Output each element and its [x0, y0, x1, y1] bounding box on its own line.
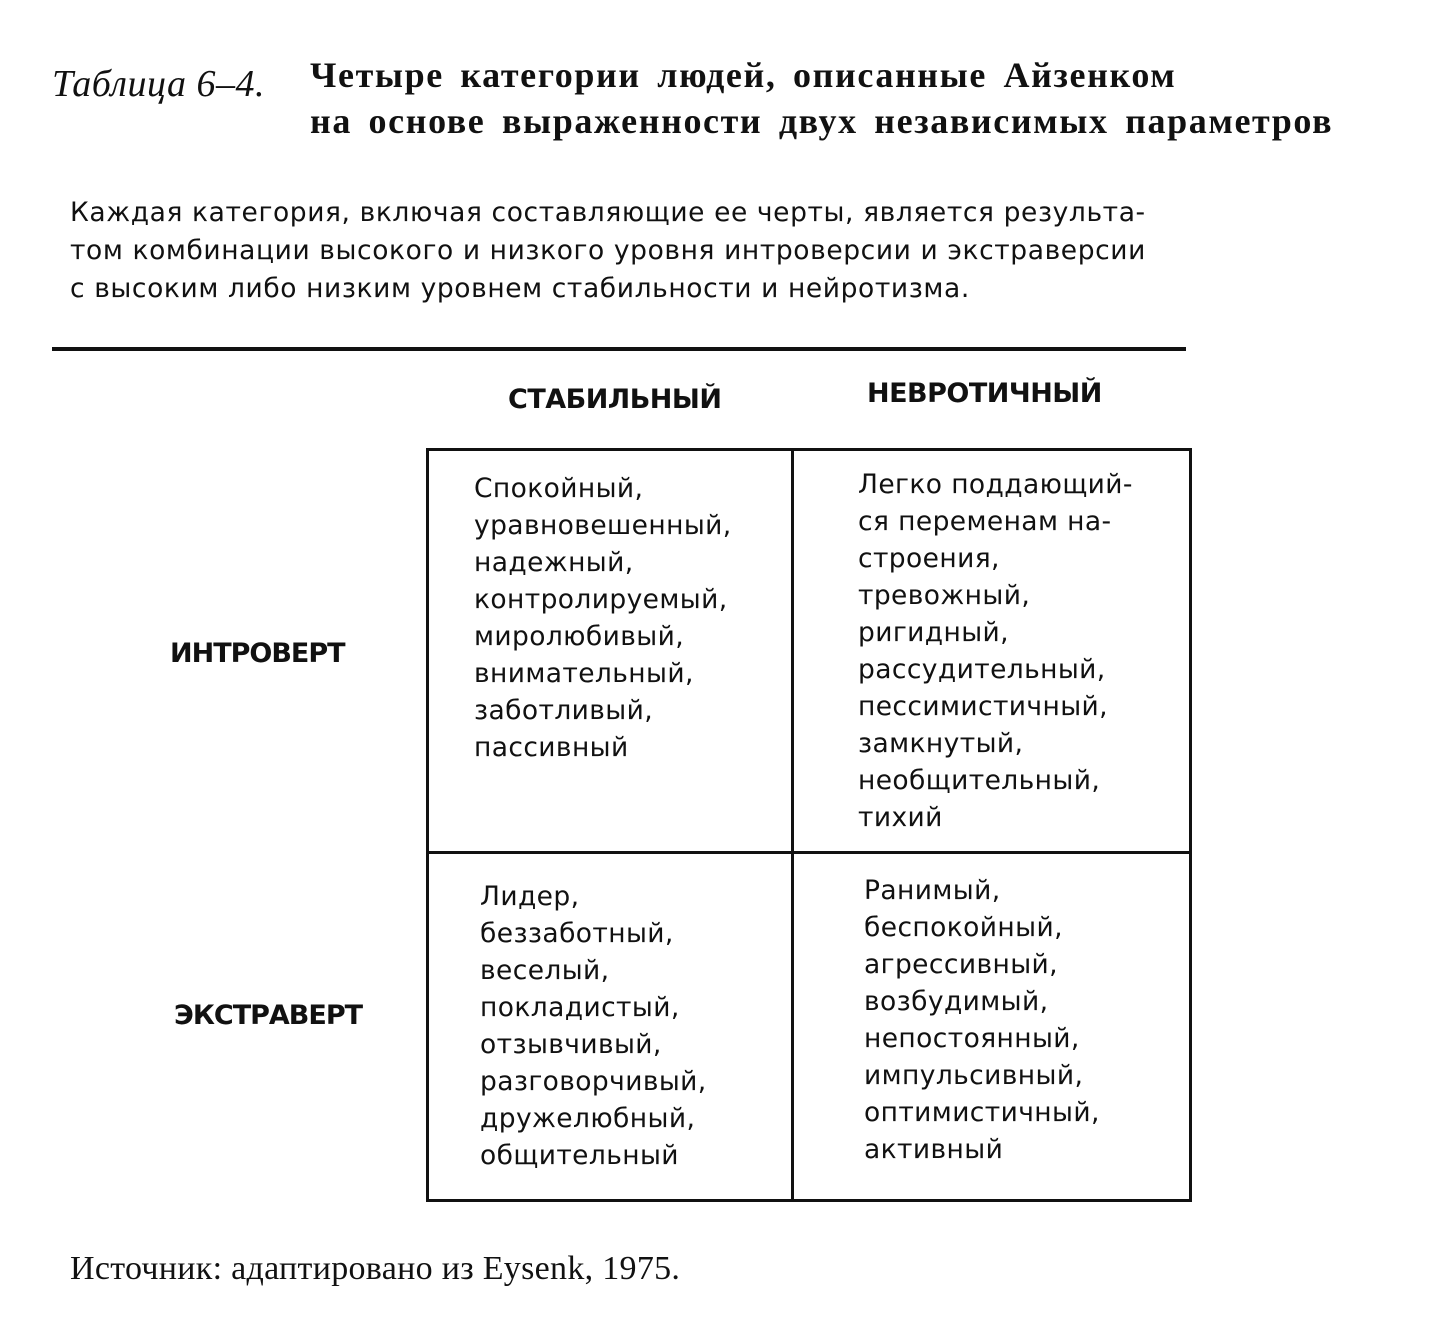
column-header-stable: СТАБИЛЬНЫЙ: [508, 384, 722, 415]
column-header-neurotic: НЕВРОТИЧНЫЙ: [867, 378, 1102, 409]
description-line-1: Каждая категория, включая составляющие ее черты, является результа-: [70, 197, 1146, 228]
cell-extravert-stable: Лидер, беззаботный, веселый, покладистый, отзывчивый, разговорчивый, дружелюбный, общительный: [480, 881, 707, 1171]
table-title-line-2: на основе выраженности двух независимых параметров: [310, 101, 1334, 141]
source-note: Источник: адаптировано из Eysenk, 1975.: [70, 1250, 681, 1287]
table-title: [310, 52, 1333, 144]
cell-introvert-neurotic: Легко поддающий- ся переменам на- строения, тревожный, ригидный, рассудительный, пессимистичный, замкнутый, необщительный, тихий: [858, 469, 1133, 833]
description-line-2: том комбинации высокого и низкого уровня интроверсии и экстраверсии: [70, 235, 1146, 266]
table-number: Таблица 6–4.: [52, 63, 265, 105]
description-line-3: с высоким либо низким уровнем стабильности и нейротизма.: [70, 273, 970, 304]
row-header-extravert: ЭКСТРАВЕРТ: [174, 1000, 363, 1031]
table-title-line-1: Четыре категории людей, описанные Айзенком: [310, 55, 1177, 95]
cell-introvert-stable: Спокойный, уравновешенный, надежный, контролируемый, миролюбивый, внимательный, заботливый, пассивный: [474, 473, 732, 763]
horizontal-rule: [52, 347, 1186, 351]
grid-vertical-divider: [791, 451, 794, 1199]
table-description: [70, 194, 1190, 308]
grid-horizontal-divider: [429, 851, 1189, 854]
row-header-introvert: ИНТРОВЕРТ: [170, 638, 345, 669]
cell-extravert-neurotic: Ранимый, беспокойный, агрессивный, возбудимый, непостоянный, импульсивный, оптимистичный, активный: [864, 875, 1100, 1165]
